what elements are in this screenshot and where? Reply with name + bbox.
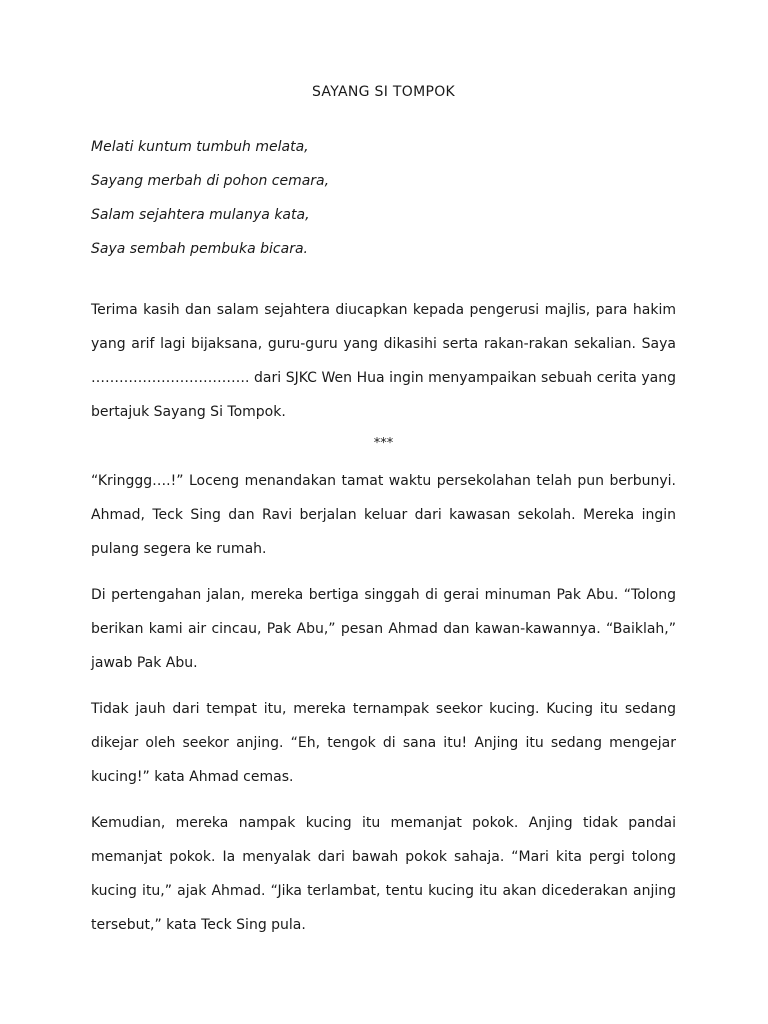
story-paragraph: Tidak jauh dari tempat itu, mereka ternampak seekor kucing. Kucing itu sedang dikejar oleh seekor anjing. “Eh, tengok di sana itu! Anjing itu sedang mengejar kucing!” kata Ahmad cemas. — [91, 701, 676, 785]
opening-poem — [91, 130, 676, 266]
story-paragraph: Kemudian, mereka nampak kucing itu memanjat pokok. Anjing tidak pandai memanjat pokok. Ia menyalak dari bawah pokok sahaja. “Mari kita pergi tolong kucing itu,” ajak Ahmad. “Jika terlambat, tentu kucing itu akan dicederakan anjing tersebut,” kata Teck Sing pula. — [91, 815, 676, 933]
story-paragraph: Di pertengahan jalan, mereka bertiga singgah di gerai minuman Pak Abu. “Tolong berikan kami air cincau, Pak Abu,” pesan Ahmad dan kawan-kawannya. “Baiklah,” jawab Pak Abu. — [91, 587, 676, 671]
story-paragraph: “Kringgg….!” Loceng menandakan tamat waktu persekolahan telah pun berbunyi. Ahmad, Teck Sing dan Ravi berjalan keluar dari kawasan sekolah. Mereka ingin pulang segera ke rumah. — [91, 473, 676, 557]
poem-line: Sayang merbah di pohon cemara, — [91, 173, 330, 189]
intro-paragraph: Terima kasih dan salam sejahtera diucapkan kepada pengerusi majlis, para hakim yang arif lagi bijaksana, guru-guru yang dikasihi serta rakan-rakan sekalian. Saya ……………………………. dari SJKC Wen Hua ingin menyampaikan sebuah cerita yang bertajuk Sayang Si Tompok. — [91, 302, 676, 420]
poem-line: Salam sejahtera mulanya kata, — [91, 207, 310, 223]
document-title: SAYANG SI TOMPOK — [311, 84, 455, 100]
document-page — [91, 0, 676, 1024]
poem-line: Melati kuntum tumbuh melata, — [91, 139, 309, 155]
poem-line: Saya sembah pembuka bicara. — [91, 241, 308, 257]
section-separator: *** — [373, 436, 394, 451]
